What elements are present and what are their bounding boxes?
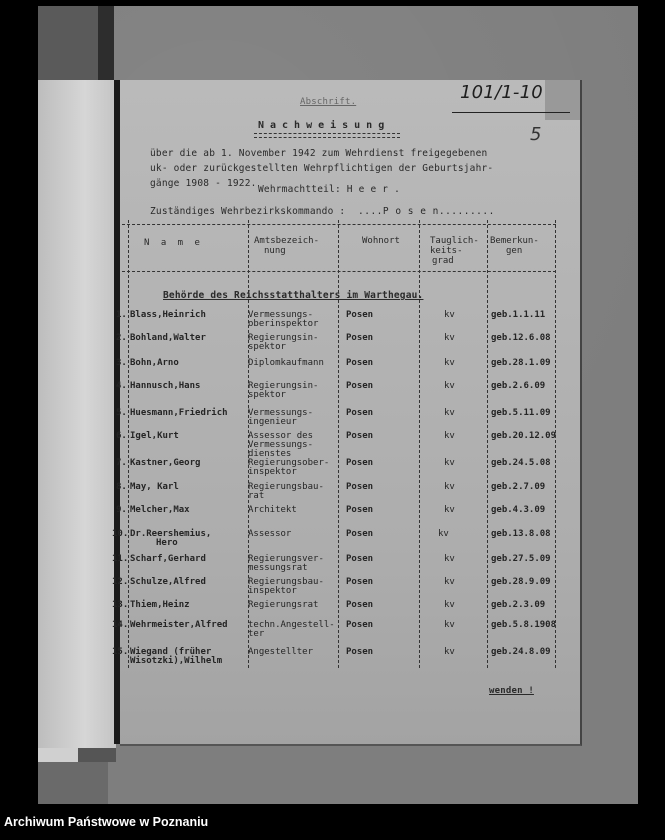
row-number: 2. (116, 333, 127, 343)
header-amt-line2: nung (264, 246, 286, 256)
row-residence: Posen (346, 620, 374, 630)
row-number: 13. (112, 600, 129, 610)
page-fold-corner (545, 80, 580, 120)
row-remarks: geb.12.6.08 (491, 333, 551, 343)
row-fitness: kv (444, 620, 455, 630)
title-double-underline (254, 133, 400, 138)
row-title-2: spektor (248, 342, 286, 352)
row-residence: Posen (346, 554, 374, 564)
row-name: Wehrmeister,Alfred (130, 620, 228, 630)
row-title: Regierungsin- (248, 333, 319, 343)
document-title: Nachweisung (258, 120, 391, 131)
row-fitness: kv (444, 458, 455, 468)
row-title: Architekt (248, 505, 297, 515)
row-fitness: kv (444, 577, 455, 587)
row-number: 8. (116, 482, 127, 492)
row-title-2: spektor (248, 390, 286, 400)
row-name: Kastner,Georg (130, 458, 201, 468)
row-title: Assessor des (248, 431, 314, 441)
row-fitness: kv (438, 529, 449, 539)
row-remarks: geb.13.8.08 (491, 529, 551, 539)
row-name: Melcher,Max (130, 505, 190, 515)
header-bemerkungen (490, 236, 539, 256)
row-name: Igel,Kurt (130, 431, 179, 441)
row-fitness: kv (444, 381, 455, 391)
row-residence: Posen (346, 505, 374, 515)
row-name: Scharf,Gerhard (130, 554, 206, 564)
table-col-rule-5 (555, 220, 556, 668)
row-fitness: kv (444, 647, 455, 657)
row-title: Regierungsrat (248, 600, 319, 610)
row-residence: Posen (346, 381, 374, 391)
wehrmachtteil: Wehrmachtteil: H e e r . (258, 184, 401, 195)
row-title: Vermessungs- (248, 408, 314, 418)
left-paper-edge (38, 80, 116, 748)
row-number: 7. (116, 458, 127, 468)
row-title: Angestellter (248, 647, 314, 657)
row-fitness: kv (444, 505, 455, 515)
row-remarks: geb.20.12.09 (491, 431, 557, 441)
row-residence: Posen (346, 358, 374, 368)
section-title: Behörde des Reichsstatthalters im Warthegau. (163, 290, 424, 301)
row-residence: Posen (346, 482, 374, 492)
row-remarks: geb.2.7.09 (491, 482, 546, 492)
row-remarks: geb.4.3.09 (491, 505, 546, 515)
row-number: 5. (116, 408, 127, 418)
handwritten-file-number: 101/1-10 (460, 82, 543, 103)
row-title-2: ingenieur (248, 417, 297, 427)
row-name: Hannusch,Hans (130, 381, 201, 391)
header-bem-line1: Bemerkun- (490, 236, 539, 246)
row-number: 6. (116, 431, 127, 441)
table-header-rule (122, 271, 556, 272)
row-remarks: geb.24.8.09 (491, 647, 551, 657)
row-title-2: inspektor (248, 586, 297, 596)
row-title: Regierungsver- (248, 554, 324, 564)
row-fitness: kv (444, 333, 455, 343)
table-col-rule-4 (487, 220, 488, 668)
row-fitness: kv (444, 600, 455, 610)
header-wohnort: Wohnort (362, 236, 400, 246)
row-number: 3. (116, 358, 127, 368)
row-residence: Posen (346, 577, 374, 587)
row-name: Dr.Reershemius, (130, 529, 212, 539)
row-fitness: kv (444, 310, 455, 320)
row-title-2: oberinspektor (248, 319, 319, 329)
row-title: Regierungsbau- (248, 482, 324, 492)
table-col-rule-2 (338, 220, 339, 668)
row-residence: Posen (346, 310, 374, 320)
row-number: 14. (112, 620, 129, 630)
row-title-2: messungsrat (248, 563, 308, 573)
row-number: 1. (116, 310, 127, 320)
row-number: 4. (116, 381, 127, 391)
header-tauglichkeit (430, 236, 479, 266)
row-title: Diplomkaufmann (248, 358, 324, 368)
header-name: N a m e (144, 238, 203, 248)
row-remarks: geb.1.1.11 (491, 310, 546, 320)
row-name: Schulze,Alfred (130, 577, 206, 587)
row-name: Bohland,Walter (130, 333, 206, 343)
row-number: 11. (112, 554, 129, 564)
header-tg-line3: grad (432, 256, 454, 266)
row-title-2: ter (248, 629, 265, 639)
left-paper-tab (38, 748, 78, 762)
row-title-2: rat (248, 491, 265, 501)
row-name: Huesmann,Friedrich (130, 408, 228, 418)
row-title: Assessor (248, 529, 292, 539)
row-name: Bohn,Arno (130, 358, 179, 368)
row-remarks: geb.5.11.09 (491, 408, 551, 418)
row-title-2: Vermessungs- (248, 440, 314, 450)
backing-strip (38, 6, 98, 80)
row-name-2: Wisotzki),Wilhelm (130, 656, 223, 666)
row-name: Thiem,Heinz (130, 600, 190, 610)
copy-mark: Abschrift. (300, 97, 357, 107)
row-number: 10. (112, 529, 129, 539)
row-residence: Posen (346, 647, 374, 657)
backing-dark-bar (98, 6, 114, 80)
header-tg-line2: keits- (430, 246, 463, 256)
row-residence: Posen (346, 431, 374, 441)
row-fitness: kv (444, 554, 455, 564)
handwritten-underline (452, 112, 570, 113)
row-title-2: inspektor (248, 467, 297, 477)
row-residence: Posen (346, 408, 374, 418)
row-number: 12. (112, 577, 129, 587)
row-remarks: geb.5.8.1908 (491, 620, 557, 630)
kommando-value: ....P o s e n......... (358, 206, 495, 217)
row-title: Regierungsin- (248, 381, 319, 391)
header-tg-line1: Tauglich- (430, 236, 479, 246)
row-remarks: geb.24.5.08 (491, 458, 551, 468)
archive-watermark: Archiwum Państwowe w Poznaniu (4, 815, 209, 829)
row-fitness: kv (444, 408, 455, 418)
row-number: 15. (112, 647, 129, 657)
row-title: Regierungsober- (248, 458, 330, 468)
row-name-2: Hero (156, 538, 178, 548)
table-col-rule-3 (419, 220, 420, 668)
row-name: Blass,Heinrich (130, 310, 206, 320)
row-title-3: dienstes (248, 449, 292, 459)
row-residence: Posen (346, 529, 374, 539)
row-residence: Posen (346, 600, 374, 610)
row-residence: Posen (346, 458, 374, 468)
row-name: Wiegand (früher (130, 647, 212, 657)
handwritten-page-number: 5 (530, 124, 542, 145)
left-lower-backing (38, 762, 108, 804)
turn-page-note: wenden ! (489, 686, 534, 696)
row-fitness: kv (444, 482, 455, 492)
header-amt (254, 236, 319, 256)
intro-line-2: uk- oder zurückgestellten Wehrpflichtigen der Geburtsjahr- (150, 163, 494, 174)
row-name: May, Karl (130, 482, 179, 492)
row-number: 9. (116, 505, 127, 515)
left-paper-tab-dark (78, 748, 116, 762)
intro-line-1: über die ab 1. November 1942 zum Wehrdienst freigegebenen (150, 148, 488, 159)
row-remarks: geb.28.9.09 (491, 577, 551, 587)
kommando-label: Zuständiges Wehrbezirkskommando : (150, 206, 346, 217)
row-remarks: geb.2.6.09 (491, 381, 546, 391)
header-amt-line1: Amtsbezeich- (254, 236, 320, 246)
row-remarks: geb.27.5.09 (491, 554, 551, 564)
intro-line-3: gänge 1908 - 1922. (150, 178, 257, 189)
row-remarks: geb.28.1.09 (491, 358, 551, 368)
row-fitness: kv (444, 358, 455, 368)
row-remarks: geb.2.3.09 (491, 600, 546, 610)
row-title: Regierungsbau- (248, 577, 324, 587)
row-fitness: kv (444, 431, 455, 441)
table-top-rule (122, 224, 556, 225)
row-title: techn.Angestell- (248, 620, 335, 630)
row-residence: Posen (346, 333, 374, 343)
header-bem-line2: gen (506, 246, 523, 256)
row-title: Vermessungs- (248, 310, 314, 320)
